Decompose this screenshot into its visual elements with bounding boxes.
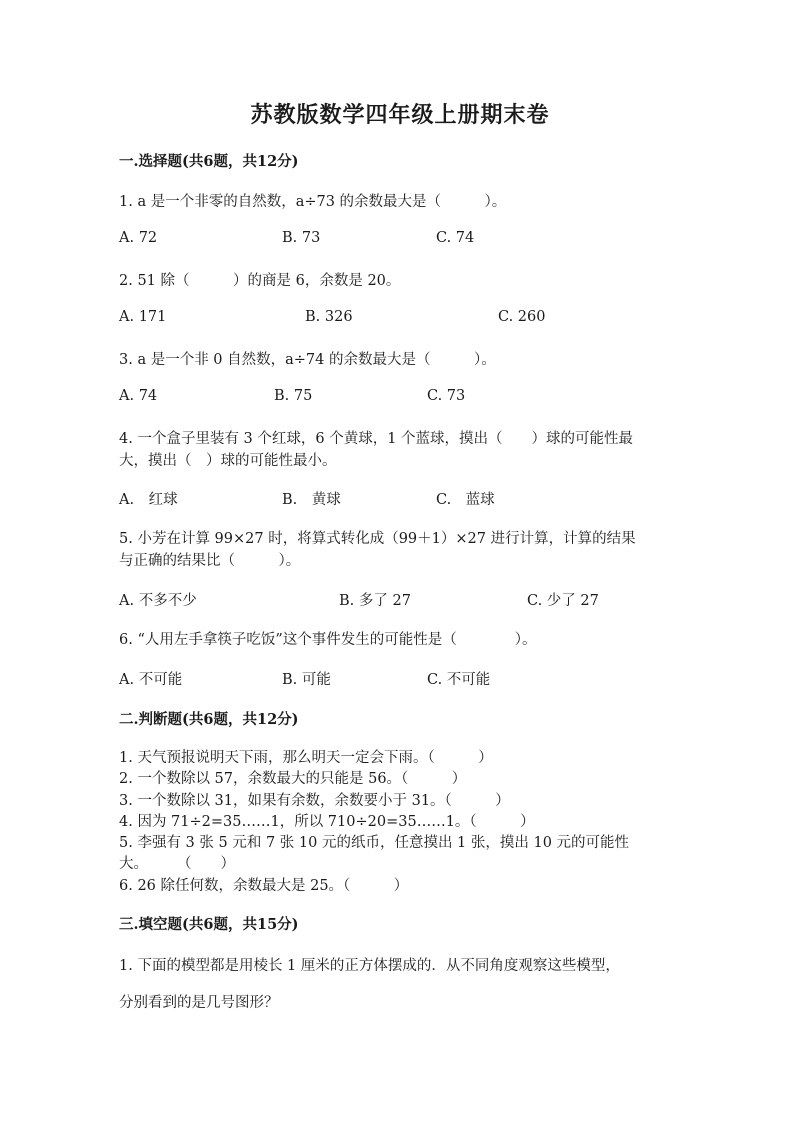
fill-item-1-line1: 1. 下面的模型都是用棱长 1 厘米的正方体摆成的．从不同角度观察这些模型， bbox=[119, 958, 620, 974]
q6-option-a: A. 不可能 bbox=[119, 672, 183, 688]
tf-item-3: 3. 一个数除以 31，如果有余数，余数要小于 31。（ ） bbox=[119, 793, 510, 809]
q2-option-c: C. 260 bbox=[498, 309, 546, 325]
question-2-text: 2. 51 除（ ）的商是 6，余数是 20。 bbox=[119, 273, 401, 289]
question-4-text-line2: 大，摸出（ ）球的可能性最小。 bbox=[119, 453, 337, 469]
q1-option-a: A. 72 bbox=[119, 230, 158, 246]
tf-item-4: 4. 因为 71÷2=35……1，所以 710÷20=35……1。（ ） bbox=[119, 814, 535, 830]
q3-option-b: B. 75 bbox=[274, 388, 313, 404]
tf-item-5-line1: 5. 李强有 3 张 5 元和 7 张 10 元的纸币，任意摸出 1 张，摸出 10 元的可能性 bbox=[119, 835, 630, 851]
q2-option-b: B. 326 bbox=[305, 309, 353, 325]
q3-option-c: C. 73 bbox=[427, 388, 466, 404]
q4-option-b: B. 黄球 bbox=[282, 492, 341, 508]
q4-option-c: C. 蓝球 bbox=[436, 492, 495, 508]
q2-option-a: A. 171 bbox=[119, 309, 167, 325]
q5-option-a: A. 不多不少 bbox=[119, 593, 197, 609]
section-heading-choice: 一.选择题(共6题，共12分) bbox=[119, 153, 299, 170]
q5-option-c: C. 少了 27 bbox=[527, 593, 599, 609]
tf-item-1: 1. 天气预报说明天下雨，那么明天一定会下雨。（ ） bbox=[119, 750, 493, 766]
q1-option-b: B. 73 bbox=[282, 230, 321, 246]
question-4-text-line1: 4. 一个盒子里装有 3 个红球，6 个黄球，1 个蓝球，摸出（ ）球的可能性最 bbox=[119, 431, 634, 447]
exam-title: 苏教版数学四年级上册期末卷 bbox=[250, 102, 550, 128]
q1-option-c: C. 74 bbox=[436, 230, 475, 246]
section-heading-true-false: 二.判断题(共6题，共12分) bbox=[119, 711, 299, 728]
question-1-text: 1. a 是一个非零的自然数，a÷73 的余数最大是（ ）。 bbox=[119, 194, 507, 210]
question-5-text-line1: 5. 小芳在计算 99×27 时，将算式转化成（99＋1）×27 进行计算，计算的结果 bbox=[119, 531, 636, 547]
question-3-text: 3. a 是一个非 0 自然数，a÷74 的余数最大是（ ）。 bbox=[119, 352, 496, 368]
q4-option-a: A. 红球 bbox=[119, 492, 178, 508]
section-heading-fill-blank: 三.填空题(共6题，共15分) bbox=[119, 916, 299, 933]
tf-item-2: 2. 一个数除以 57，余数最大的只能是 56。（ ） bbox=[119, 771, 467, 787]
q6-option-c: C. 不可能 bbox=[427, 672, 491, 688]
tf-item-5-line2: 大。 （ ） bbox=[119, 856, 235, 872]
q6-option-b: B. 可能 bbox=[282, 672, 331, 688]
q5-option-b: B. 多了 27 bbox=[339, 593, 411, 609]
fill-item-1-line2: 分别看到的是几号图形？ bbox=[119, 995, 279, 1011]
question-5-text-line2: 与正确的结果比（ ）。 bbox=[119, 553, 301, 569]
question-6-text: 6. “人用左手拿筷子吃饭”这个事件发生的可能性是（ ）。 bbox=[119, 632, 537, 648]
q3-option-a: A. 74 bbox=[119, 388, 158, 404]
tf-item-6: 6. 26 除任何数，余数最大是 25。（ ） bbox=[119, 878, 409, 894]
